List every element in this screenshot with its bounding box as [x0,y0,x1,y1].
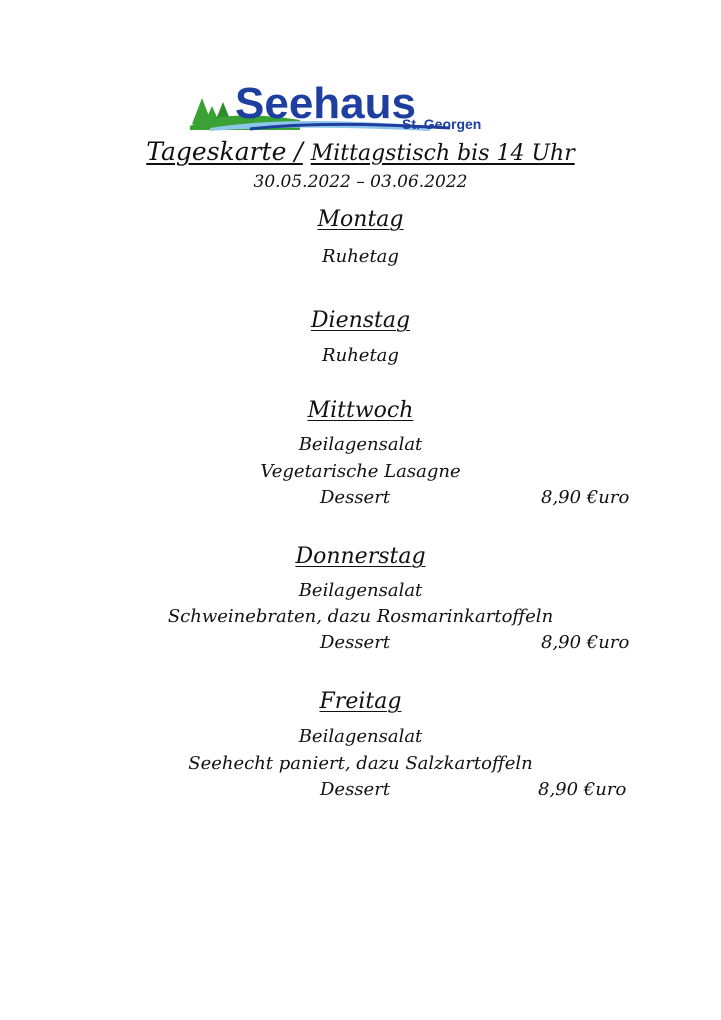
mittwoch-line-1: Beilagensalat [298,434,423,455]
freitag-price: 8,90 €uro [538,779,627,800]
montag-line-1: Ruhetag [322,246,399,267]
donnerstag-line-1: Beilagensalat [298,580,423,601]
donnerstag-line-2: Schweinebraten, dazu Rosmarinkartoffeln [167,606,554,627]
title-sub: Mittagstisch bis 14 Uhr [310,141,575,166]
page-title [0,136,721,170]
freitag-line-1: Beilagensalat [298,726,423,747]
seehaus-logo [190,84,550,132]
freitag-line-2: Seehecht paniert, dazu Salzkartoffeln [188,753,533,774]
day-heading-mittwoch: Mittwoch [307,398,414,423]
day-heading-donnerstag: Donnerstag [295,544,426,569]
day-heading-dienstag: Dienstag [310,308,411,333]
donnerstag-dessert: Dessert [320,632,391,653]
mittwoch-dessert: Dessert [320,487,391,508]
logo-sub-text: St. Georgen [402,116,482,132]
dienstag-line-1: Ruhetag [322,345,399,366]
logo-brand-text: Seehaus [235,84,416,128]
day-heading-montag: Montag [317,207,404,232]
mittwoch-price: 8,90 €uro [541,487,630,508]
freitag-dessert: Dessert [320,779,391,800]
day-heading-freitag: Freitag [319,689,402,714]
mittwoch-line-2: Vegetarische Lasagne [260,461,461,482]
logo-graphic [190,84,550,132]
title-main: Tageskarte / [146,137,303,166]
donnerstag-price: 8,90 €uro [541,632,630,653]
date-range: 30.05.2022 – 03.06.2022 [253,172,468,192]
